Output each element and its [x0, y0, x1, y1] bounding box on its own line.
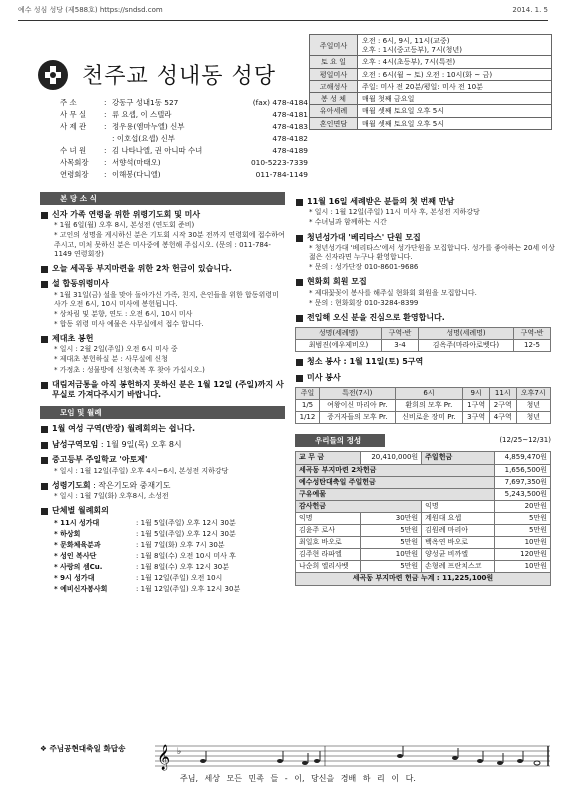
- news-heading-text: 청년성가대 '베리타스' 단원 모집: [307, 232, 421, 242]
- donation-row: [296, 549, 551, 561]
- svg-text:♭: ♭: [177, 747, 182, 757]
- donation-amount: 5만원: [494, 525, 550, 537]
- news-body: * 청년성가대 '베리타스'에서 성가단원을 모집합니다. 성가를 좋아하는 20세 이상 젊은 신자라면 누구나 환영합니다.: [309, 243, 555, 262]
- mass-header: 특전(7시): [319, 388, 395, 400]
- info-phone: 478-4182: [272, 134, 308, 143]
- offering-label: 교 무 금: [296, 452, 361, 464]
- info-label: 사 제 관: [60, 122, 87, 131]
- schedule-value: [358, 117, 552, 129]
- donation-amount: 10만원: [494, 537, 550, 549]
- group-meeting-row: [40, 519, 285, 528]
- group-time: : 1월 12일(주일) 오전 10시: [136, 573, 223, 582]
- news-heading-text: 대림저금통을 아직 봉헌하지 못하신 분은 1월 12일 (주일)까지 사무실로 가져다주시기 바랍니다.: [52, 379, 284, 399]
- news-body: * 문의 : 성가단장 010-8601-9686: [309, 263, 419, 272]
- transfer-table: [295, 327, 551, 352]
- mass-header: 11시: [489, 388, 516, 400]
- info-phone: 478-4181: [272, 110, 308, 119]
- news-heading-text: 오늘 세곡동 부지마련을 위한 2차 헌금이 있습니다.: [52, 263, 232, 273]
- schedule-line: 오전 : 6시(월 ~ 토) 오전 : 10시(화 ~ 금): [362, 69, 493, 79]
- donation-title: 감사헌금: [296, 500, 422, 512]
- offering-amount: 7,697,350원: [494, 476, 550, 488]
- news-heading-text: 중고등부 주일학교 '아토제': [52, 455, 148, 465]
- info-value: 이해봉(다니엘): [112, 170, 161, 179]
- info-row: [60, 170, 308, 183]
- mass-cell: 4구역: [489, 412, 516, 424]
- schedule-line: 오후 : 4시(초등부), 7시(특전): [362, 57, 456, 67]
- donation-row: [296, 537, 551, 549]
- offering-total: 세곡동 부지마련 헌금 누계 : 11,225,100원: [296, 573, 551, 585]
- group-time: : 1월 8일(수) 오후 12시 30분: [136, 562, 230, 571]
- donation-name: 백옥연 바오로: [422, 537, 494, 549]
- schedule-key: 토 요 일: [310, 56, 358, 68]
- mass-row: [296, 412, 551, 424]
- donation-title-row: [296, 500, 551, 512]
- group-time: : 1월 5일(주일) 오후 12시 30분: [136, 518, 236, 527]
- mass-cell: 신비로운 장미 Pr.: [395, 412, 463, 424]
- schedule-key: 혼인면담: [310, 117, 358, 129]
- offering-table: [295, 451, 551, 585]
- schedule-row: [310, 117, 552, 129]
- mass-cell: 증거자들의 모후 Pr.: [319, 412, 395, 424]
- info-phone: 478-4183: [272, 122, 308, 131]
- church-logo-icon: [38, 60, 68, 90]
- schedule-key: 주일미사: [310, 35, 358, 56]
- mass-cell: 여왕이신 마리아 Pr.: [319, 400, 395, 412]
- donation-row: [296, 512, 551, 524]
- news-heading: [40, 279, 285, 289]
- info-value: 김 나타나엘, 권 아니따 수녀: [112, 146, 203, 155]
- news-heading: [40, 424, 285, 434]
- schedule-value: [358, 93, 552, 105]
- transfer-cell: 최범진(에우제비오): [296, 340, 382, 352]
- info-separator: :: [104, 98, 107, 107]
- news-body: * 1월 31일(금) 설을 맞아 돌아가신 가족, 친지, 은인들을 위한 합동위령미사가 오전 6시, 10시 미사에 봉헌됩니다.: [54, 290, 279, 308]
- news-heading-text: 전입해 오신 분을 진심으로 환영합니다.: [307, 312, 445, 322]
- mass-schedule-table: [309, 34, 552, 130]
- news-body: * 문의 : 현화회장 010-3284-8399: [309, 298, 419, 307]
- schedule-value: [358, 80, 552, 92]
- mass-header: 6시: [395, 388, 463, 400]
- info-value: : 이호섭(요셉) 신부: [112, 134, 175, 143]
- group-time: : 1월 8일(수) 오전 10시 미사 후: [136, 551, 236, 560]
- transfer-header: 성명(세례명): [418, 328, 513, 340]
- group-name: * 성인 복사단: [54, 551, 97, 560]
- group-meeting-row: [40, 552, 285, 561]
- schedule-row: [310, 56, 552, 68]
- schedule-line: 오전 : 6시, 9시, 11시(교중): [362, 36, 450, 45]
- news-heading: [295, 277, 555, 287]
- transfer-cell: 12-5: [513, 340, 550, 352]
- offering-amount: 5,243,500원: [494, 488, 550, 500]
- news-heading-text: 남성구역모임: [52, 439, 99, 449]
- group-meeting-row: [40, 563, 285, 572]
- donation-name: 나순희 엘리사벳: [296, 561, 361, 573]
- news-body: * 합동 위령 미사 예물은 사무실에서 접수 합니다.: [54, 319, 204, 328]
- schedule-line: 매월 첫째 금요일: [362, 94, 415, 104]
- psalm-lyrics: 주님, 세상 모든 민족 들 - 이, 당신을 경배 하 리 이 다.: [180, 774, 416, 783]
- info-label: 사목회장: [60, 158, 89, 167]
- news-body: * 가정초 : 성물방에 신청(축복 후 찾아 가십시오.): [54, 365, 205, 374]
- donation-amount: 5만원: [360, 525, 422, 537]
- transfer-cell: 3-4: [381, 340, 418, 352]
- donation-amount: 10만원: [360, 549, 422, 561]
- news-heading: [40, 334, 285, 344]
- offering-amount: 20,410,000원: [360, 452, 422, 464]
- news-heading: [295, 197, 555, 207]
- schedule-line: 매월 셋째 토요일 오후 5시: [362, 106, 445, 116]
- news-body: * 일시 : 2월 2일(주일) 오전 6시 미사 중: [54, 345, 178, 354]
- mass-cell: 1/5: [296, 400, 320, 412]
- schedule-value: [358, 35, 552, 56]
- top-rule: [18, 20, 548, 21]
- news-body: * 일시 : 1월 12일(주일) 오후 4시~6시, 본성전 지하강당: [54, 466, 229, 475]
- info-separator: :: [104, 110, 107, 119]
- offering-label: 구유예물: [296, 488, 495, 500]
- info-value: 류 요셉, 이 스텔라: [112, 110, 172, 119]
- news-body: * 상차림 및 분향, 연도 : 오전 6시, 10시 미사: [54, 309, 193, 318]
- news-body: * 일시 : 1월 7일(화) 오후8시, 소성전: [54, 492, 169, 501]
- offering-label: 주일헌금: [422, 452, 494, 464]
- group-time: : 1월 12일(주일) 오후 12시 30분: [136, 585, 241, 594]
- group-name: * 11시 성가대: [54, 518, 100, 527]
- transfer-header: 성명(세례명): [296, 328, 382, 340]
- info-separator: :: [104, 170, 107, 179]
- schedule-line: 오후 : 1시(중고등부), 7시(청년): [362, 45, 463, 55]
- transfer-header: 구역-반: [381, 328, 418, 340]
- donation-name: 익명: [422, 500, 494, 512]
- news-heading: [295, 313, 555, 323]
- schedule-line: 주일: 미사 전 20분/평일: 미사 전 10분: [362, 81, 483, 91]
- donation-amount: 120만원: [494, 549, 550, 561]
- donation-name: 양성균 비까엘: [422, 549, 494, 561]
- mass-cell: 환희의 모후 Pr.: [395, 400, 463, 412]
- mass-cell: 2구역: [489, 400, 516, 412]
- info-phone: 478-4189: [272, 146, 308, 155]
- donation-name: 익명: [296, 512, 361, 524]
- schedule-row: [310, 68, 552, 80]
- donation-amount: 5만원: [360, 561, 422, 573]
- schedule-key: 고해성사: [310, 80, 358, 92]
- group-name: * 예비신자봉사회: [54, 585, 108, 594]
- donation-amount: 5만원: [360, 537, 422, 549]
- donation-name: 손형례 프란치스코: [422, 561, 494, 573]
- mass-cell: 청년: [516, 400, 550, 412]
- right-column: [295, 192, 555, 586]
- offering-row: [296, 476, 551, 488]
- donation-amount: 10만원: [494, 561, 550, 573]
- news-body: * 일시 : 1월 12일(주일) 11시 미사 후, 본성전 지하강당: [309, 208, 480, 217]
- news-heading: [40, 380, 285, 401]
- group-meeting-row: [40, 541, 285, 550]
- info-phone: 011-784-1149: [255, 170, 308, 179]
- offering-band: 우리들의 정성: [295, 434, 385, 447]
- news-body: * 1월 6일(월) 오후 8시, 본성전 (연도회 준비): [54, 221, 195, 230]
- info-separator: :: [104, 158, 107, 167]
- news-body: * 고인의 성명을 게시하신 분은 기도회 시작 30분 전까지 연령회에 접수하여 주시고, 미처 못하신 분은 미사중에 봉헌해 주십시오. (문의 : 011-784-1149 연령회장): [54, 231, 285, 258]
- mass-cell: 청년: [516, 412, 550, 424]
- offering-amount: 4,859,470원: [494, 452, 550, 464]
- cleaning-heading: 청소 봉사 : 1월 11일(토) 5구역: [295, 357, 555, 367]
- info-separator: :: [104, 146, 107, 155]
- info-label: 연령회장: [60, 170, 89, 179]
- offering-label: 세곡동 부지마련 2차헌금: [296, 464, 495, 476]
- transfer-header: 구역-반: [513, 328, 550, 340]
- mass-header: 오후7시: [516, 388, 550, 400]
- news-body: * 제대꽃꽂이 봉사를 해주실 현화회 회원을 모집합니다.: [309, 288, 477, 297]
- donation-amount: 20만원: [494, 500, 550, 512]
- mass-service-heading: 미사 봉사: [295, 373, 555, 383]
- news-heading-text: 1월 여성 구역(반장) 월례회의는 쉽니다.: [52, 424, 195, 434]
- mass-row: [296, 400, 551, 412]
- psalm-section: [40, 740, 552, 792]
- news-heading: [40, 440, 285, 450]
- group-name: * 하상회: [54, 529, 81, 538]
- info-value: 강동구 성내1동 527: [112, 98, 179, 107]
- news-heading-text: 설 합동위령미사: [52, 279, 109, 289]
- news-heading-text: 단체별 월례회의: [52, 506, 109, 516]
- donation-name: 최일호 바오로: [296, 537, 361, 549]
- info-value: 정우용(엠마누엘) 신부: [112, 122, 185, 131]
- donation-row: [296, 525, 551, 537]
- group-meeting-row: [40, 585, 285, 594]
- offering-amount: 1,656,500원: [494, 464, 550, 476]
- schedule-value: [358, 68, 552, 80]
- offering-label: 예수성탄대축일 주일헌금: [296, 476, 495, 488]
- info-label: 수 녀 원: [60, 146, 87, 155]
- donation-name: 김윤주 로사: [296, 525, 361, 537]
- transfer-cell: 김옥주(마라아로벳다): [418, 340, 513, 352]
- schedule-key: 봉 성 체: [310, 93, 358, 105]
- news-heading: [40, 481, 285, 491]
- donation-row: [296, 561, 551, 573]
- group-meeting-row: [40, 530, 285, 539]
- offering-row: [296, 488, 551, 500]
- donation-name: 김원례 마리아: [422, 525, 494, 537]
- schedule-value: [358, 105, 552, 117]
- mass-cell: 3구역: [463, 412, 490, 424]
- schedule-key: 평일미사: [310, 68, 358, 80]
- mass-service-table: [295, 387, 551, 424]
- group-time: : 1월 5일(주일) 오후 12시 30분: [136, 529, 236, 538]
- donation-name: 계원대 요셉: [422, 512, 494, 524]
- offering-total-row: [296, 573, 551, 585]
- offering-row: [296, 464, 551, 476]
- offering-range: (12/25~12/31): [499, 436, 551, 445]
- schedule-key: 유아세례: [310, 105, 358, 117]
- news-heading-text: 제대초 봉헌: [52, 333, 94, 343]
- info-phone: (fax) 478-4184: [252, 98, 308, 107]
- donation-amount: 30만원: [360, 512, 422, 524]
- issue-info: 예수 성심 성당 (제588호) https://sndsd.com: [18, 6, 163, 14]
- news-heading: [40, 264, 285, 274]
- offering-row: [296, 452, 551, 464]
- left-column: [40, 192, 285, 594]
- news-body: * 수녀님과 함께하는 시간: [309, 218, 387, 227]
- donation-name: 김주현 라파엘: [296, 549, 361, 561]
- news-heading: [40, 506, 285, 516]
- news-body: * 제대초 봉헌하실 분 : 사무실에 신청: [54, 355, 168, 364]
- news-heading: [40, 455, 285, 465]
- group-name: * 문화체육분과: [54, 540, 101, 549]
- donation-amount: 5만원: [494, 512, 550, 524]
- psalm-title: ❖ 주님공현대축일 화답송: [40, 744, 126, 753]
- church-header: [32, 56, 308, 180]
- news-heading-text: 11월 16일 세례받은 분들의 첫 번째 만남: [307, 197, 455, 206]
- info-label: 주 소: [60, 98, 77, 107]
- schedule-row: [310, 35, 552, 56]
- group-name: * 9시 성가대: [54, 573, 95, 582]
- info-value: 서향석(마태오): [112, 158, 161, 167]
- news-inline: : 작은기도와 중재기도: [90, 480, 171, 490]
- top-bar: [18, 6, 548, 20]
- news-heading: [40, 210, 285, 220]
- group-meeting-row: [40, 574, 285, 583]
- parish-news-band: 본 당 소 식: [40, 192, 285, 205]
- mass-header: 9시: [463, 388, 490, 400]
- news-inline: : 1월 9일(목) 오후 8시: [98, 439, 182, 449]
- mass-cell: 1/12: [296, 412, 320, 424]
- group-name: * 사랑의 셈Cu.: [54, 562, 103, 571]
- svg-text:𝄞: 𝄞: [157, 745, 171, 770]
- news-heading-text: 성령기도회: [52, 480, 91, 490]
- info-phone: 010-5223-7339: [250, 158, 308, 167]
- schedule-row: [310, 80, 552, 92]
- church-name: 천주교 성내동 성당: [82, 64, 277, 89]
- meetings-band: 모임 및 월례: [40, 406, 285, 419]
- music-staff-icon: [155, 742, 550, 772]
- mass-header: 주일: [296, 388, 320, 400]
- schedule-row: [310, 105, 552, 117]
- info-separator: :: [104, 122, 107, 131]
- info-label: 사 무 실: [60, 110, 87, 119]
- news-heading: [295, 233, 555, 243]
- schedule-value: [358, 56, 552, 68]
- schedule-line: 매월 셋째 토요일 오후 5시: [362, 118, 445, 128]
- schedule-row: [310, 93, 552, 105]
- mass-cell: 1구역: [463, 400, 490, 412]
- news-heading-text: 현화회 회원 모집: [307, 277, 367, 287]
- issue-date: 2014. 1. 5: [512, 6, 548, 14]
- news-heading-text: 신자 가족 연령을 위한 위령기도회 및 미사: [52, 210, 201, 219]
- group-time: : 1월 7일(화) 오후 7시 30분: [136, 540, 225, 549]
